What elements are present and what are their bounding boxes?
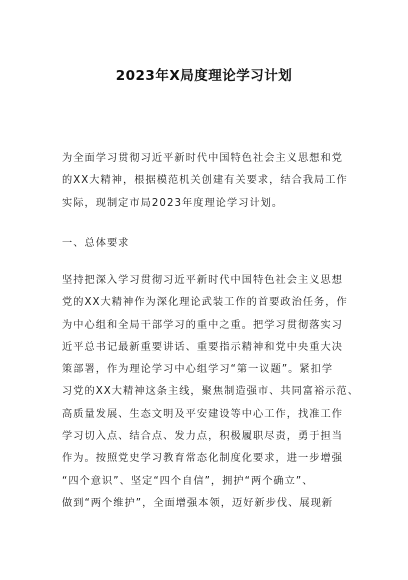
body-line: 为中心组和全局干部学习的重中之重。把学习贯彻落实习 (62, 319, 343, 331)
body-line: “四个意识”、坚定“四个自信”，拥护“两个确立”、 (62, 475, 314, 487)
body-line: 党的XX大精神作为深化理论武装工作的首要政治任务，作 (62, 297, 348, 309)
body-line: 作为。按照党史学习教育常态化制度化要求，进一步增强 (62, 453, 343, 465)
document-title: 2023年X局度理论学习计划 (115, 68, 293, 84)
body-line: 策部署，作为理论学习中心组学习“第一议题”。紧扣学 (62, 364, 334, 376)
body-line: 习党的XX大精神这条主线，聚焦制造强市、共同富裕示范、 (62, 386, 359, 398)
intro-paragraph (62, 148, 350, 215)
body-line: 做到“两个维护”，全面增强本领，迈好新步伐、展现新 (62, 497, 334, 509)
body-line: 近平总书记最新重要讲话、重要指示精神和党中央重大决 (62, 341, 343, 353)
intro-line: 为全面学习贯彻习近平新时代中国特色社会主义思想和党 (62, 153, 343, 164)
body-line: 学习切入点、结合点、发力点，积极履职尽责，勇于担当 (62, 431, 343, 443)
body-line: 坚持把深入学习贯彻习近平新时代中国特色社会主义思想 (62, 275, 343, 286)
body-line: 高质量发展、生态文明及平安建设等中心工作，找准工作 (62, 408, 343, 420)
section-body-paragraph (62, 270, 359, 515)
section-heading-general-requirements: 一、总体要求 (62, 238, 130, 249)
intro-line: 实际，现制定市局2023年度理论学习计划。 (62, 197, 284, 209)
intro-line: 的XX大精神，根据模范机关创建有关要求，结合我局工作 (62, 175, 348, 187)
